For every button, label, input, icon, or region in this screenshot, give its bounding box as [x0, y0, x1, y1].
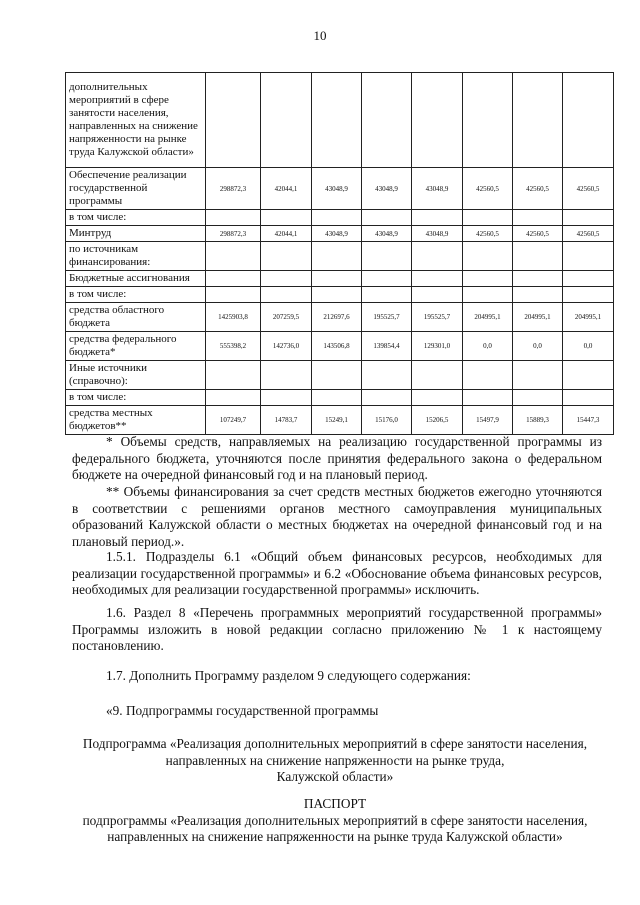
table-cell: [362, 271, 412, 287]
table-cell: [463, 73, 513, 168]
table-cell: [563, 271, 614, 287]
table-cell: 0,0: [563, 332, 614, 361]
row-label: Обеспечение реализации государственной программы: [66, 168, 206, 210]
table-cell: [362, 73, 412, 168]
table-cell: 298872,3: [206, 226, 261, 242]
paragraph-1-6: [72, 605, 602, 655]
table-cell: 42560,5: [463, 168, 513, 210]
section-9-heading: [72, 703, 602, 720]
row-label: Бюджетные ассигнования: [66, 271, 206, 287]
table-cell: [206, 361, 261, 390]
table-cell: [261, 73, 312, 168]
table-row: [66, 73, 614, 168]
table-cell: 15176,0: [362, 406, 412, 435]
table-cell: 1425903,8: [206, 303, 261, 332]
table-cell: [463, 210, 513, 226]
table-cell: [312, 73, 362, 168]
footnote-local: [72, 484, 602, 550]
table-cell: 139854,4: [362, 332, 412, 361]
table-cell: [563, 242, 614, 271]
table-cell: [312, 390, 362, 406]
table-cell: 43048,9: [362, 168, 412, 210]
budget-table: [65, 72, 614, 435]
section-9-heading-text: «9. Подпрограммы государственной программы: [106, 703, 379, 718]
row-label: средства местных бюджетов**: [66, 406, 206, 435]
table-cell: [206, 390, 261, 406]
table-cell: 42560,5: [513, 168, 563, 210]
table-cell: [362, 361, 412, 390]
table-cell: 195525,7: [362, 303, 412, 332]
table-cell: [362, 210, 412, 226]
table-cell: [412, 390, 463, 406]
row-label: в том числе:: [66, 287, 206, 303]
table-row: [66, 242, 614, 271]
row-label: средства областного бюджета: [66, 303, 206, 332]
table-cell: 42044,1: [261, 226, 312, 242]
table-cell: [261, 390, 312, 406]
table-cell: [513, 271, 563, 287]
table-cell: [206, 73, 261, 168]
table-cell: [362, 390, 412, 406]
table-cell: 42560,5: [463, 226, 513, 242]
paragraph-1-6-text: 1.6. Раздел 8 «Перечень программных мероприятий государственной программы» Программы изложить в новой редакции согласно приложению № 1 к настоящему постановлению.: [72, 605, 602, 653]
footnote-federal: [72, 434, 602, 484]
subprogram-title-line-2: направленных на снижение напряженности на рынке труда,: [165, 752, 505, 768]
table-row: [66, 168, 614, 210]
row-label: средства федерального бюджета*: [66, 332, 206, 361]
table-cell: 42044,1: [261, 168, 312, 210]
table-cell: [563, 210, 614, 226]
table-cell: 212697,6: [312, 303, 362, 332]
table-cell: [563, 287, 614, 303]
row-label: Минтруд: [66, 226, 206, 242]
passport-line-2: направленных на снижение напряженности на рынке труда Калужской области»: [107, 829, 563, 844]
row-label: в том числе:: [66, 390, 206, 406]
table-cell: 129301,0: [412, 332, 463, 361]
row-label: дополнительных мероприятий в сфере занятости населения, направленных на снижение напряженности на рынке труда Калужской области»: [66, 73, 206, 168]
table-cell: 15889,3: [513, 406, 563, 435]
table-cell: [563, 390, 614, 406]
table-cell: 15249,1: [312, 406, 362, 435]
table-cell: [463, 242, 513, 271]
table-cell: 43048,9: [312, 168, 362, 210]
table-cell: [412, 361, 463, 390]
table-row: [66, 287, 614, 303]
table-cell: [412, 242, 463, 271]
subprogram-title-line-1: Подпрограмма «Реализация дополнительных мероприятий в сфере занятости населения,: [82, 736, 588, 751]
table-cell: [261, 271, 312, 287]
table-cell: [463, 390, 513, 406]
table-cell: [261, 287, 312, 303]
table-cell: [412, 73, 463, 168]
table-cell: [312, 242, 362, 271]
table-row: [66, 210, 614, 226]
paragraph-1-7: [72, 668, 602, 685]
table-cell: 107249,7: [206, 406, 261, 435]
table-cell: [206, 287, 261, 303]
row-label: по источникам финансирования:: [66, 242, 206, 271]
table-cell: [463, 361, 513, 390]
table-cell: 143506,8: [312, 332, 362, 361]
table-cell: [513, 361, 563, 390]
table-cell: [513, 242, 563, 271]
table-cell: [206, 242, 261, 271]
table-cell: 207259,5: [261, 303, 312, 332]
footnote-local-text: ** Объемы финансирования за счет средств местных бюджетов ежегодно уточняются в соответствии с решениями органов местного самоуправления муниципальных образований Калужской области о местных бюджетах на очередной финансовый год и на плановый период.».: [72, 484, 602, 549]
table-cell: 195525,7: [412, 303, 463, 332]
paragraph-1-5-1: [72, 549, 602, 599]
table-cell: 204995,1: [463, 303, 513, 332]
table-cell: 15497,9: [463, 406, 513, 435]
table-cell: 15447,3: [563, 406, 614, 435]
table-cell: [261, 210, 312, 226]
subprogram-title-line-3: Калужской области»: [276, 769, 394, 784]
table-cell: 0,0: [513, 332, 563, 361]
table-cell: [513, 390, 563, 406]
row-label: в том числе:: [66, 210, 206, 226]
table-row: [66, 332, 614, 361]
table-cell: [312, 287, 362, 303]
table-row: [66, 390, 614, 406]
table-cell: [312, 210, 362, 226]
row-label: Иные источники (справочно):: [66, 361, 206, 390]
passport-heading: [60, 796, 610, 846]
table-cell: 43048,9: [312, 226, 362, 242]
table-row: [66, 361, 614, 390]
table-cell: [513, 73, 563, 168]
table-cell: 142736,0: [261, 332, 312, 361]
table-cell: [563, 73, 614, 168]
table-cell: 204995,1: [513, 303, 563, 332]
table-cell: [412, 210, 463, 226]
paragraph-1-7-text: 1.7. Дополнить Программу разделом 9 следующего содержания:: [106, 668, 471, 683]
table-cell: [563, 361, 614, 390]
table-cell: [261, 361, 312, 390]
table-cell: [412, 287, 463, 303]
subprogram-title: [60, 736, 610, 786]
table-cell: 42560,5: [563, 226, 614, 242]
table-row: [66, 406, 614, 435]
table-cell: 43048,9: [362, 226, 412, 242]
passport-title: ПАСПОРТ: [303, 796, 367, 811]
table-row: [66, 271, 614, 287]
table-cell: [513, 287, 563, 303]
table-cell: [312, 271, 362, 287]
table-cell: 0,0: [463, 332, 513, 361]
table-cell: [463, 287, 513, 303]
table-cell: [206, 210, 261, 226]
table-cell: 42560,5: [563, 168, 614, 210]
table-cell: 43048,9: [412, 168, 463, 210]
table-cell: 15206,5: [412, 406, 463, 435]
table-cell: [513, 210, 563, 226]
footnote-federal-text: * Объемы средств, направляемых на реализацию государственной программы из федерального бюджета, уточняются после принятия федерального закона о федеральном бюджете на очередной финансовый год и на плановый период.: [72, 434, 602, 482]
table-cell: [412, 271, 463, 287]
table-cell: [312, 361, 362, 390]
table-cell: 14783,7: [261, 406, 312, 435]
table-cell: 555398,2: [206, 332, 261, 361]
table-row: [66, 303, 614, 332]
table-cell: [463, 271, 513, 287]
table-cell: [261, 242, 312, 271]
table-cell: 42560,5: [513, 226, 563, 242]
table-cell: [206, 271, 261, 287]
table-row: [66, 226, 614, 242]
table-cell: 204995,1: [563, 303, 614, 332]
paragraph-1-5-1-text: 1.5.1. Подразделы 6.1 «Общий объем финансовых ресурсов, необходимых для реализации государственной программы» и 6.2 «Обоснование объема финансовых ресурсов, необходимых для реализации государственной программы» исключить.: [72, 549, 602, 597]
page-number: 10: [313, 28, 327, 43]
table-cell: [362, 287, 412, 303]
table-cell: 298872,3: [206, 168, 261, 210]
table-cell: 43048,9: [412, 226, 463, 242]
passport-line-1: подпрограммы «Реализация дополнительных мероприятий в сфере занятости населения,: [82, 812, 588, 828]
table-cell: [362, 242, 412, 271]
